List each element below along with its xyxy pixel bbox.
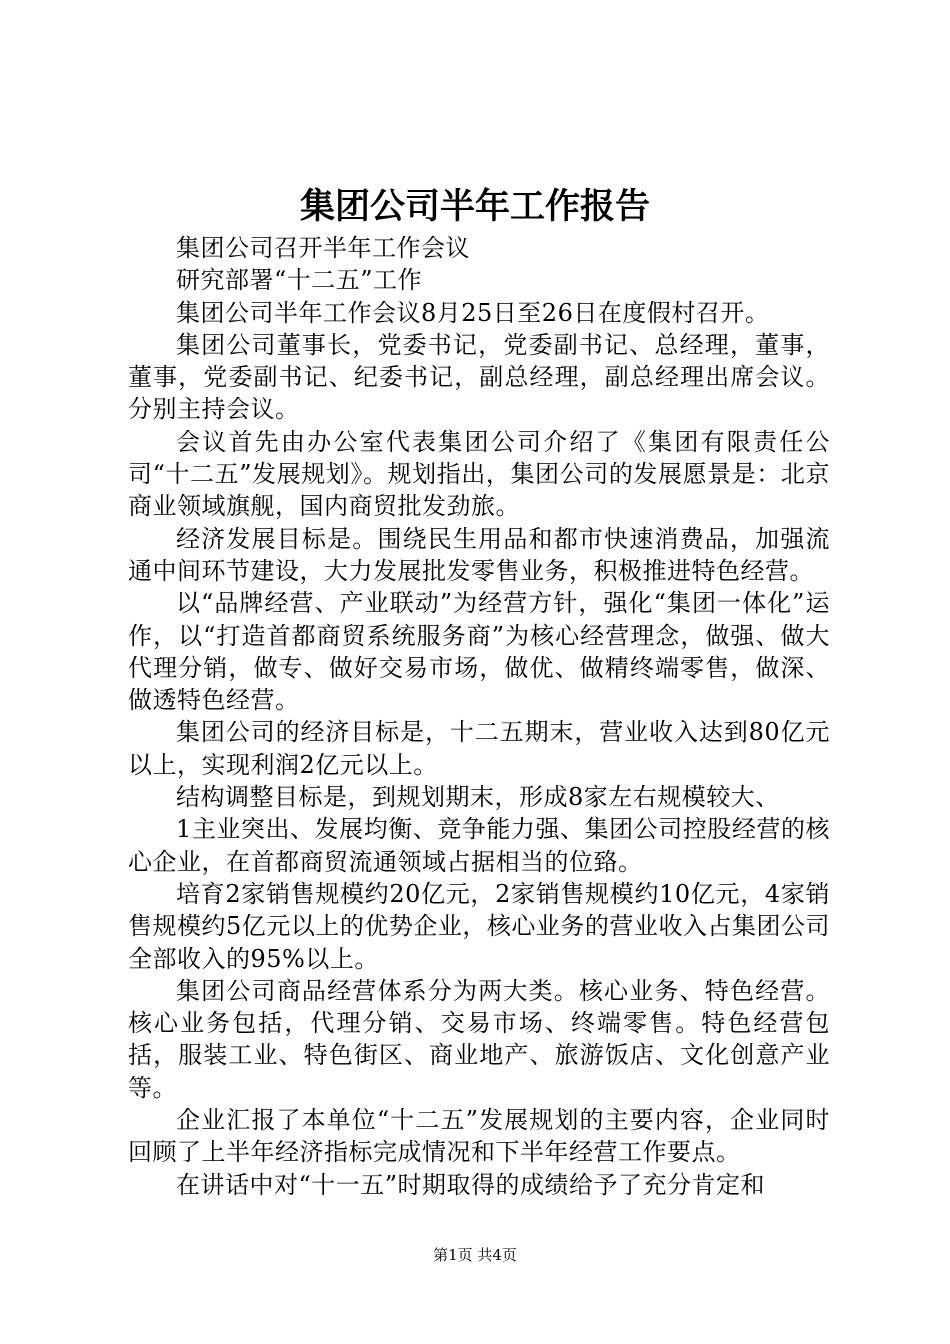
paragraph-12: 集团公司商品经营体系分为两大类。核心业务、特色经营。核心业务包括，代理分销、交易市场、终端零售。特色经营包括，服装工业、特色街区、商业地产、旅游饭店、文化创意产业等。 (128, 976, 830, 1102)
paragraph-2: 研究部署“十二五”工作 (176, 266, 423, 295)
paragraph-11: 培育2家销售规模约20亿元，2家销售规模约10亿元，4家销售规模约5亿元以上的优势企业，核心业务的营业收入占集团公司全部收入的95%以上。 (128, 879, 830, 973)
paragraph-7: 以“品牌经营、产业联动”为经营方针，强化“集团一体化”运作，以“打造首都商贸系统服务商”为核心经营理念，做强、做大代理分销，做专、做好交易市场，做优、做精终端零售，做深、做透特色经营。 (128, 589, 830, 715)
paragraph-13: 企业汇报了本单位“十二五”发展规划的主要内容，企业同时回顾了上半年经济指标完成情况和下半年经营工作要点。 (128, 1106, 830, 1167)
paragraph-14: 在讲话中对“十一五”时期取得的成绩给予了充分肯定和 (176, 1170, 766, 1199)
paragraph-6: 经济发展目标是。围绕民生用品和都市快速消费品，加强流通中间环节建设，大力发展批发零售业务，积极推进特色经营。 (128, 524, 830, 585)
page-number-footer: 第1页 共4页 (433, 1246, 517, 1264)
paragraph-1: 集团公司召开半年工作会议 (176, 234, 470, 262)
paragraph-9: 结构调整目标是，到规划期末，形成8家左右规模较大、 (176, 783, 780, 812)
document-body (128, 232, 830, 1201)
paragraph-3: 集团公司半年工作会议8月25日至26日在度假村召开。 (176, 298, 770, 327)
paragraph-10: 1主业突出、发展均衡、竞争能力强、集团公司控股经营的核心企业，在首都商贸流通领域占据相当的位臵。 (128, 815, 830, 876)
paragraph-4: 集团公司董事长，党委书记，党委副书记、总经理，董事，董事，党委副书记、纪委书记，副总经理，副总经理出席会议。分别主持会议。 (128, 330, 830, 424)
document-title: 集团公司半年工作报告 (299, 187, 650, 227)
paragraph-8: 集团公司的经济目标是，十二五期末，营业收入达到80亿元以上，实现利润2亿元以上。 (128, 718, 830, 779)
paragraph-5: 会议首先由办公室代表集团公司介绍了《集团有限责任公司“十二五”发展规划》。规划指出，集团公司的发展愿景是：北京商业领域旗舰，国内商贸批发劲旅。 (128, 427, 830, 521)
